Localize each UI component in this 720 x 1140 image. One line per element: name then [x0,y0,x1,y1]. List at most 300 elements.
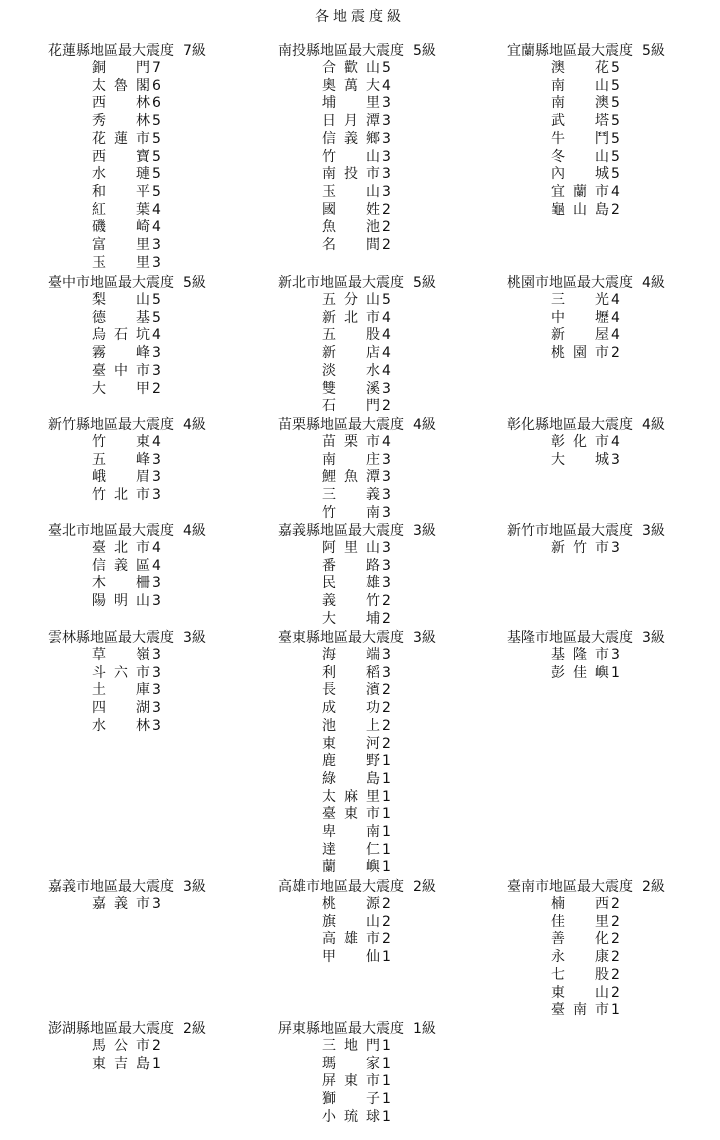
station-row [278,771,436,789]
station-name: 五 峰 [92,451,150,468]
station-row [507,345,665,363]
station-row [48,113,206,131]
station-name: 花蓮市 [92,130,150,147]
station-intensity: 1 [382,1073,391,1090]
station-row [48,131,206,149]
region-name: 宜蘭縣地區最大震度 [507,43,633,59]
region-title [507,43,665,60]
station-name: 東 山 [551,984,609,1001]
station-intensity: 2 [382,931,391,948]
station-intensity: 7 [152,60,161,76]
page-title: 各地震度級 [315,9,405,25]
region-block [507,630,665,682]
station-name: 臺東市 [322,806,380,823]
station-row [48,237,206,255]
station-name: 小琉球 [322,1108,380,1125]
station-row [48,202,206,220]
station-row [278,95,436,113]
station-name: 高雄市 [322,931,380,948]
station-row [507,310,665,328]
station-row [278,398,436,416]
station-intensity: 4 [611,309,620,326]
station-name: 武 塔 [551,113,609,130]
region-name: 臺北市地區最大震度 [48,523,174,539]
station-name: 淡 水 [322,362,380,379]
station-name: 冬 山 [551,148,609,165]
station-row [278,166,436,184]
station-row [278,611,436,629]
station-name: 合歡山 [322,60,380,76]
region-max-level: 1級 [413,1021,436,1037]
station-row [507,184,665,202]
station-name: 草 嶺 [92,647,150,663]
station-name: 屏東市 [322,1073,380,1090]
station-name: 義 竹 [322,593,380,610]
station-name: 四 湖 [92,700,150,717]
station-row [48,310,206,328]
station-intensity: 5 [152,292,161,308]
station-name: 峨 眉 [92,469,150,486]
station-intensity: 2 [611,931,620,948]
station-intensity: 3 [382,647,391,663]
region-title [507,417,665,434]
region-title [48,1021,206,1038]
station-intensity: 3 [152,575,161,592]
station-name: 磯 崎 [92,219,150,236]
station-name: 雙 溪 [322,380,380,397]
station-intensity: 3 [152,664,161,681]
station-row [278,1091,436,1109]
station-intensity: 3 [152,593,161,610]
station-row [278,736,436,754]
region-title [278,43,436,60]
station-intensity: 5 [152,183,161,200]
station-intensity: 3 [382,557,391,574]
station-name: 南 庄 [322,451,380,468]
station-intensity: 1 [382,1055,391,1072]
station-row [507,540,665,558]
station-name: 佳 里 [551,913,609,930]
station-name: 國 姓 [322,201,380,218]
station-name: 南投市 [322,166,380,183]
station-name: 南 山 [551,77,609,94]
station-row [278,753,436,771]
station-row [278,469,436,487]
station-name: 臺北市 [92,540,150,556]
station-name: 鯉魚潭 [322,469,380,486]
region-title [48,523,206,540]
station-intensity: 2 [382,398,391,415]
station-row [507,60,665,78]
station-intensity: 1 [382,788,391,805]
station-name: 名 間 [322,237,380,254]
region-title [48,630,206,647]
station-name: 宜蘭市 [551,183,609,200]
station-intensity: 2 [611,913,620,930]
station-intensity: 1 [382,949,391,966]
region-block [48,275,206,398]
station-intensity: 2 [382,682,391,699]
station-row [507,647,665,665]
station-intensity: 1 [611,664,620,681]
station-row [278,505,436,523]
station-row [48,647,206,665]
region-block [48,43,206,272]
station-intensity: 2 [382,913,391,930]
station-intensity: 3 [152,451,161,468]
region-name: 彰化縣地區最大震度 [507,417,633,433]
station-intensity: 3 [382,451,391,468]
station-intensity: 3 [611,451,620,468]
station-name: 龜山島 [551,201,609,218]
region-name: 桃園市地區最大震度 [507,275,633,291]
station-name: 番 路 [322,557,380,574]
station-intensity: 2 [611,949,620,966]
region-name: 基隆市地區最大震度 [507,630,633,646]
station-intensity: 3 [382,469,391,486]
station-name: 東吉島 [92,1055,150,1072]
region-title [48,43,206,60]
station-row [48,166,206,184]
region-name: 新北市地區最大震度 [278,275,404,291]
station-row [507,949,665,967]
station-intensity: 4 [611,292,620,308]
station-name: 新 店 [322,345,380,362]
region-name: 澎湖縣地區最大震度 [48,1021,174,1037]
station-name: 玉 里 [92,254,150,271]
station-row [278,665,436,683]
region-block [278,630,436,877]
region-block [278,523,436,629]
station-name: 彰化市 [551,434,609,450]
station-intensity: 4 [382,434,391,450]
station-row [278,842,436,860]
station-intensity: 2 [382,896,391,912]
station-row [278,327,436,345]
region-max-level: 5級 [413,275,436,291]
station-name: 池 上 [322,717,380,734]
station-row [507,327,665,345]
station-name: 銅 門 [92,60,150,76]
station-name: 基隆市 [551,647,609,663]
station-name: 富 里 [92,237,150,254]
station-row [48,184,206,202]
station-intensity: 5 [611,60,620,76]
station-intensity: 1 [382,1108,391,1125]
station-intensity: 1 [382,859,391,876]
station-intensity: 3 [152,362,161,379]
station-intensity: 3 [382,113,391,130]
station-name: 新 屋 [551,327,609,344]
station-row [278,859,436,877]
station-row [48,540,206,558]
region-name: 臺東縣地區最大震度 [278,630,404,646]
station-intensity: 6 [152,77,161,94]
station-row [278,931,436,949]
station-row [48,575,206,593]
station-row [507,166,665,184]
station-row [507,113,665,131]
station-row [48,434,206,452]
station-name: 竹北市 [92,487,150,504]
station-name: 紅 葉 [92,201,150,218]
station-row [48,78,206,96]
region-block [48,1021,206,1073]
region-title [278,630,436,647]
region-max-level: 4級 [642,417,665,433]
station-row [48,487,206,505]
station-intensity: 4 [611,327,620,344]
station-name: 新北市 [322,309,380,326]
station-name: 臺中市 [92,362,150,379]
station-row [278,149,436,167]
station-row [278,718,436,736]
station-intensity: 2 [611,984,620,1001]
station-row [278,60,436,78]
region-name: 新竹縣地區最大震度 [48,417,174,433]
station-intensity: 2 [382,735,391,752]
station-row [278,184,436,202]
station-row [507,665,665,683]
station-row [278,310,436,328]
station-intensity: 3 [152,469,161,486]
station-intensity: 5 [382,60,391,76]
station-intensity: 4 [152,557,161,574]
station-name: 烏石坑 [92,327,150,344]
station-row [48,593,206,611]
station-name: 霧 峰 [92,345,150,362]
station-intensity: 3 [152,237,161,254]
region-max-level: 5級 [183,275,206,291]
station-intensity: 2 [152,1038,161,1054]
station-row [507,967,665,985]
station-intensity: 5 [152,130,161,147]
region-block [48,417,206,505]
region-name: 臺南市地區最大震度 [507,879,633,895]
station-row [278,914,436,932]
station-intensity: 1 [382,1091,391,1108]
station-row [48,452,206,470]
station-name: 竹 山 [322,148,380,165]
region-max-level: 4級 [413,417,436,433]
station-intensity: 3 [382,130,391,147]
station-intensity: 1 [382,824,391,841]
station-intensity: 2 [611,345,620,362]
station-row [507,78,665,96]
station-row [48,327,206,345]
station-name: 瑪 家 [322,1055,380,1072]
station-intensity: 6 [152,95,161,112]
station-name: 秀 林 [92,113,150,130]
station-row [48,292,206,310]
station-name: 太魯閣 [92,77,150,94]
station-intensity: 3 [152,647,161,663]
station-intensity: 4 [152,327,161,344]
station-name: 甲 仙 [322,949,380,966]
station-intensity: 1 [382,806,391,823]
station-row [507,896,665,914]
station-name: 斗六市 [92,664,150,681]
region-title [278,417,436,434]
station-intensity: 1 [611,1002,620,1019]
station-name: 海 端 [322,647,380,663]
station-intensity: 3 [382,540,391,556]
station-intensity: 3 [152,487,161,504]
station-name: 彭佳嶼 [551,664,609,681]
station-row [48,363,206,381]
station-row [48,1038,206,1056]
station-intensity: 3 [152,717,161,734]
region-max-level: 2級 [183,1021,206,1037]
station-intensity: 4 [152,540,161,556]
station-name: 西 林 [92,95,150,112]
region-max-level: 3級 [413,523,436,539]
region-title [278,879,436,896]
station-intensity: 3 [382,664,391,681]
station-intensity: 5 [152,148,161,165]
station-name: 阿里山 [322,540,380,556]
station-row [48,345,206,363]
region-title [507,523,665,540]
station-row [507,131,665,149]
region-title [48,275,206,292]
station-row [48,469,206,487]
station-name: 東 河 [322,735,380,752]
station-intensity: 4 [611,434,620,450]
station-intensity: 4 [611,183,620,200]
station-name: 大 城 [551,451,609,468]
station-row [278,593,436,611]
region-block [48,523,206,611]
station-row [278,1038,436,1056]
station-name: 德 基 [92,309,150,326]
station-intensity: 2 [382,201,391,218]
station-name: 三地門 [322,1038,380,1054]
station-name: 竹 東 [92,434,150,450]
station-name: 陽明山 [92,593,150,610]
region-name: 新竹市地區最大震度 [507,523,633,539]
station-name: 三 義 [322,487,380,504]
region-block [278,43,436,255]
station-name: 新竹市 [551,540,609,556]
station-row [278,434,436,452]
region-max-level: 3級 [183,879,206,895]
station-row [48,1056,206,1074]
station-name: 魚 池 [322,219,380,236]
region-title [278,1021,436,1038]
station-name: 楠 西 [551,896,609,912]
station-row [48,95,206,113]
station-row [278,806,436,824]
station-intensity: 1 [382,1038,391,1054]
station-row [278,237,436,255]
region-title [507,275,665,292]
station-row [507,452,665,470]
region-max-level: 4級 [183,523,206,539]
station-row [507,202,665,220]
region-max-level: 4級 [642,275,665,291]
station-row [278,824,436,842]
station-name: 民 雄 [322,575,380,592]
station-intensity: 2 [611,966,620,983]
station-intensity: 3 [382,487,391,504]
station-name: 大 甲 [92,380,150,397]
station-row [278,131,436,149]
station-row [507,434,665,452]
station-intensity: 5 [611,148,620,165]
station-intensity: 3 [382,380,391,397]
station-name: 澳 花 [551,60,609,76]
station-name: 嘉義市 [92,896,150,912]
station-row [278,345,436,363]
station-intensity: 4 [152,434,161,450]
station-row [278,219,436,237]
station-name: 桃 源 [322,896,380,912]
station-row [278,78,436,96]
station-row [278,575,436,593]
region-max-level: 5級 [413,43,436,59]
region-max-level: 4級 [183,417,206,433]
station-name: 善 化 [551,931,609,948]
station-name: 中 壢 [551,309,609,326]
station-intensity: 3 [382,166,391,183]
region-max-level: 5級 [642,43,665,59]
station-intensity: 2 [382,717,391,734]
station-row [507,149,665,167]
region-block [507,43,665,219]
region-name: 屏東縣地區最大震度 [278,1021,404,1037]
station-name: 埔 里 [322,95,380,112]
station-intensity: 4 [382,362,391,379]
station-row [278,202,436,220]
station-row [48,682,206,700]
station-intensity: 1 [382,753,391,770]
station-row [278,647,436,665]
station-row [48,558,206,576]
region-block [48,879,206,914]
station-row [278,896,436,914]
station-row [48,219,206,237]
station-row [278,558,436,576]
station-name: 卑 南 [322,824,380,841]
station-row [278,1073,436,1091]
station-intensity: 3 [382,148,391,165]
station-intensity: 2 [382,237,391,254]
region-title [278,275,436,292]
station-name: 臺南市 [551,1002,609,1019]
region-title [278,523,436,540]
station-intensity: 1 [382,841,391,858]
station-intensity: 4 [382,309,391,326]
station-name: 馬公市 [92,1038,150,1054]
station-name: 三 光 [551,292,609,308]
station-name: 成 功 [322,700,380,717]
region-name: 嘉義市地區最大震度 [48,879,174,895]
station-name: 利 稻 [322,664,380,681]
station-name: 土 庫 [92,682,150,699]
station-name: 內 城 [551,166,609,183]
station-intensity: 1 [152,1055,161,1072]
station-name: 大 埔 [322,610,380,627]
station-row [48,255,206,273]
station-intensity: 3 [152,700,161,717]
station-intensity: 3 [382,95,391,112]
station-row [48,896,206,914]
station-row [278,381,436,399]
station-intensity: 5 [611,130,620,147]
region-max-level: 2級 [413,879,436,895]
station-name: 日月潭 [322,113,380,130]
